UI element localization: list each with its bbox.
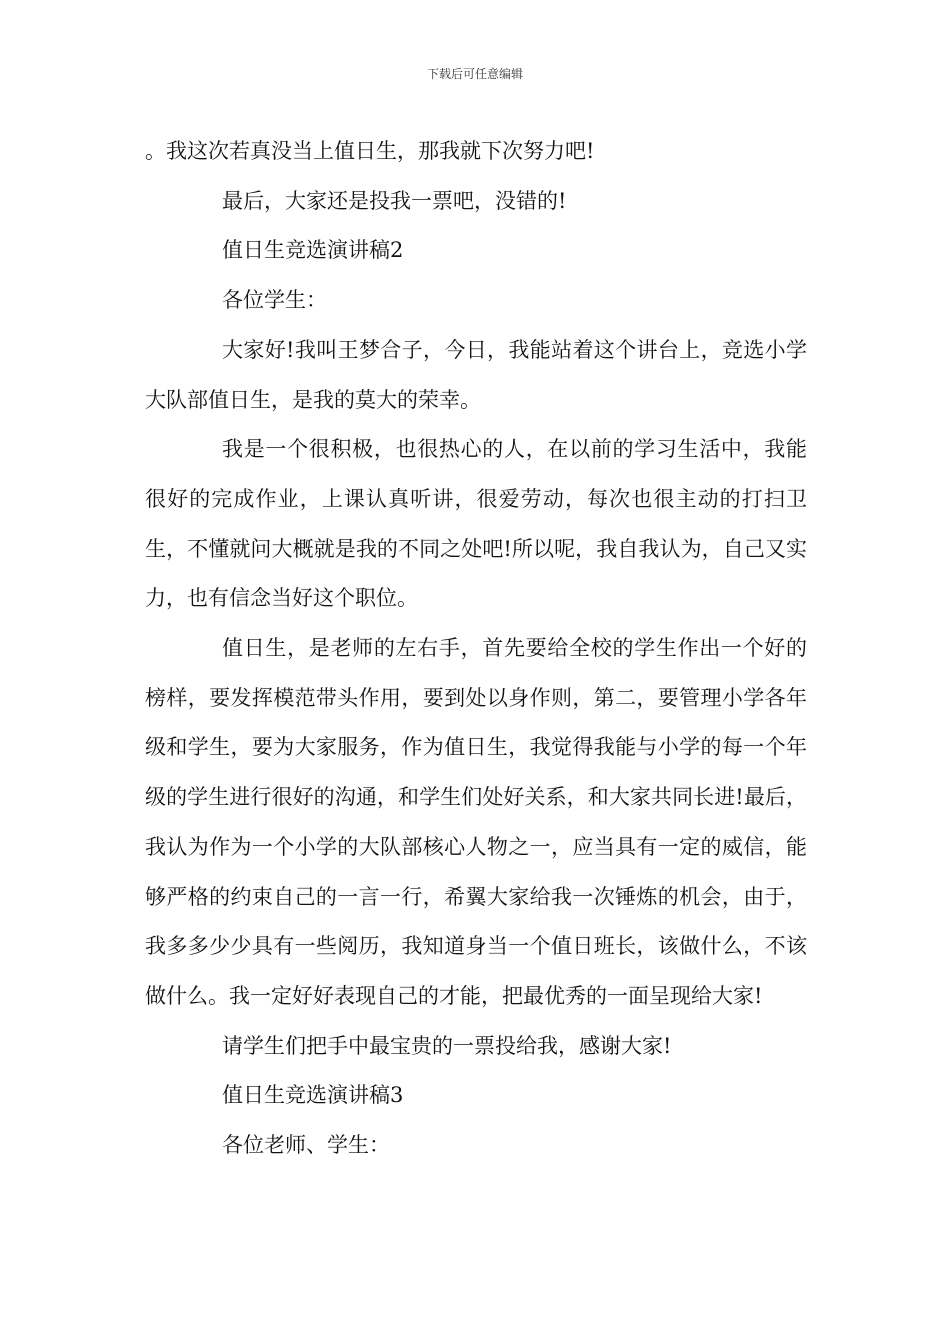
paragraph: 最后，大家还是投我一票吧，没错的! <box>222 188 567 213</box>
section-heading: 值日生竞选演讲稿3 <box>222 1083 404 1108</box>
paragraph: 值日生，是老师的左右手，首先要给全校的学生作出一个好的榜样，要发挥模范带头作用，要到处以身作则，第二，要管理小学各年级和学生，要为大家服务，作为值日生，我觉得我能与小学的每一个年级的学生进行很好的沟通，和学生们处好关系，和大家共同长进!最后，我认为作为一个小学的大队部核心人物之一，应当具有一定的威信，能够严格的约束自己的一言一行，希翼大家给我一次锤炼的机会，由于，我多多少少具有一些阅历，我知道身当一个值日班长，该做什么，不该做什么。我一定好好表现自己的才能，把最优秀的一面呈现给大家! <box>145 636 807 1008</box>
paragraph: 我是一个很积极，也很热心的人，在以前的学习生活中，我能很好的完成作业，上课认真听讲，很爱劳动，每次也很主动的打扫卫生，不懂就问大概就是我的不同之处吧!所以呢，我自我认为，自己又实力，也有信念当好这个职位。 <box>145 437 807 611</box>
section-heading: 值日生竞选演讲稿2 <box>222 238 404 263</box>
page-header: 下载后可任意编辑 <box>426 67 523 81</box>
paragraph: 大家好!我叫王梦合子，今日，我能站着这个讲台上，竞选小学大队部值日生，是我的莫大的荣幸。 <box>145 337 807 412</box>
document-body <box>145 127 807 1171</box>
paragraph: 。我这次若真没当上值日生，那我就下次努力吧! <box>145 139 595 163</box>
salutation: 各位老师、学生： <box>222 1133 390 1158</box>
paragraph: 请学生们把手中最宝贵的一票投给我，感谢大家! <box>222 1033 672 1058</box>
salutation: 各位学生： <box>222 288 327 313</box>
